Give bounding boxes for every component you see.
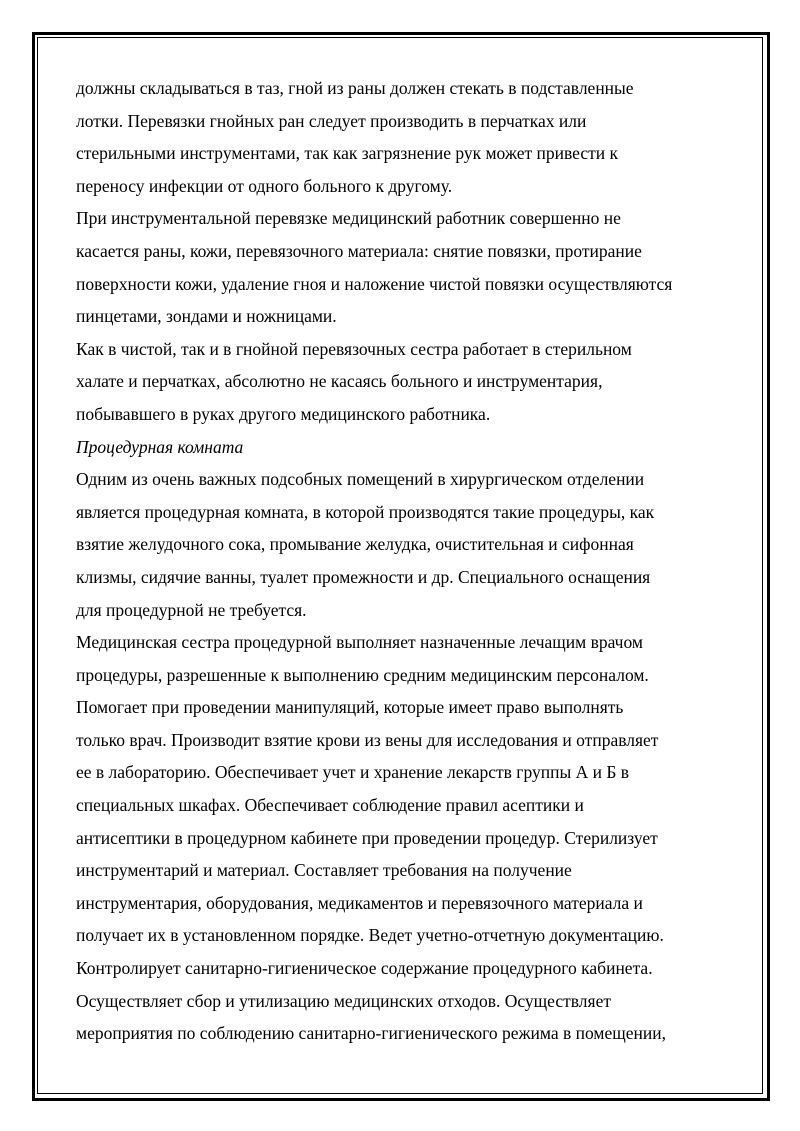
document-line: Одним из очень важных подсобных помещений в хирургическом отделении: [76, 469, 645, 490]
document-line: является процедурная комната, в которой производятся такие процедуры, как: [76, 501, 655, 522]
document-line: для процедурной не требуется.: [76, 599, 307, 620]
document-line: должны складываться в таз, гной из раны должен стекать в подставленные: [76, 78, 634, 98]
document-line: получает их в установленном порядке. Ведет учетно-отчетную документацию.: [76, 925, 664, 946]
document-line: пинцетами, зондами и ножницами.: [76, 306, 337, 327]
document-line: Как в чистой, так и в гнойной перевязочных сестра работает в стерильном: [76, 338, 632, 359]
document-line: инструментарий и материал. Составляет требования на получение: [76, 860, 572, 881]
document-line: инструментария, оборудования, медикаментов и перевязочного материала и: [76, 892, 643, 913]
document-line: поверхности кожи, удаление гноя и наложение чистой повязки осуществляются: [76, 273, 673, 294]
document-line: клизмы, сидячие ванны, туалет промежности и др. Специального оснащения: [76, 566, 651, 587]
document-line: стерильными инструментами, так как загрязнение рук может привести к: [76, 143, 619, 164]
document-line: При инструментальной перевязке медицинский работник совершенно не: [76, 208, 621, 229]
document-line: взятие желудочного сока, промывание желудка, очистительная и сифонная: [76, 534, 634, 555]
document-line: халате и перчатках, абсолютно не касаясь больного и инструментария,: [76, 371, 603, 392]
document-line: специальных шкафах. Обеспечивает соблюдение правил асептики и: [76, 795, 584, 816]
document-line: касается раны, кожи, перевязочного материала: снятие повязки, протирание: [76, 240, 642, 261]
document-line: только врач. Производит взятие крови из вены для исследования и отправляет: [76, 729, 659, 750]
document-line: Контролирует санитарно-гигиеническое содержание процедурного кабинета.: [76, 958, 653, 979]
document-line: ее в лабораторию. Обеспечивает учет и хранение лекарств группы А и Б в: [76, 762, 630, 783]
document-line: Медицинская сестра процедурной выполняет назначенные лечащим врачом: [76, 632, 643, 653]
document-line: мероприятия по соблюдению санитарно-гигиенического режима в помещении,: [76, 1023, 666, 1044]
document-line: побывавшего в руках другого медицинского работника.: [76, 403, 491, 424]
document-line: Помогает при проведении манипуляций, которые имеет право выполнять: [76, 697, 624, 718]
document-line: лотки. Перевязки гнойных ран следует производить в перчатках или: [76, 110, 587, 131]
document-line: Осуществляет сбор и утилизацию медицинских отходов. Осуществляет: [76, 990, 611, 1011]
document-line: переносу инфекции от одного больного к другому.: [76, 175, 453, 196]
section-heading: Процедурная комната: [76, 436, 244, 457]
document-line: процедуры, разрешенные к выполнению средним медицинским персоналом.: [76, 664, 649, 685]
document-line: антисептики в процедурном кабинете при проведении процедур. Стерилизует: [76, 827, 658, 848]
document-body: [76, 72, 736, 1050]
